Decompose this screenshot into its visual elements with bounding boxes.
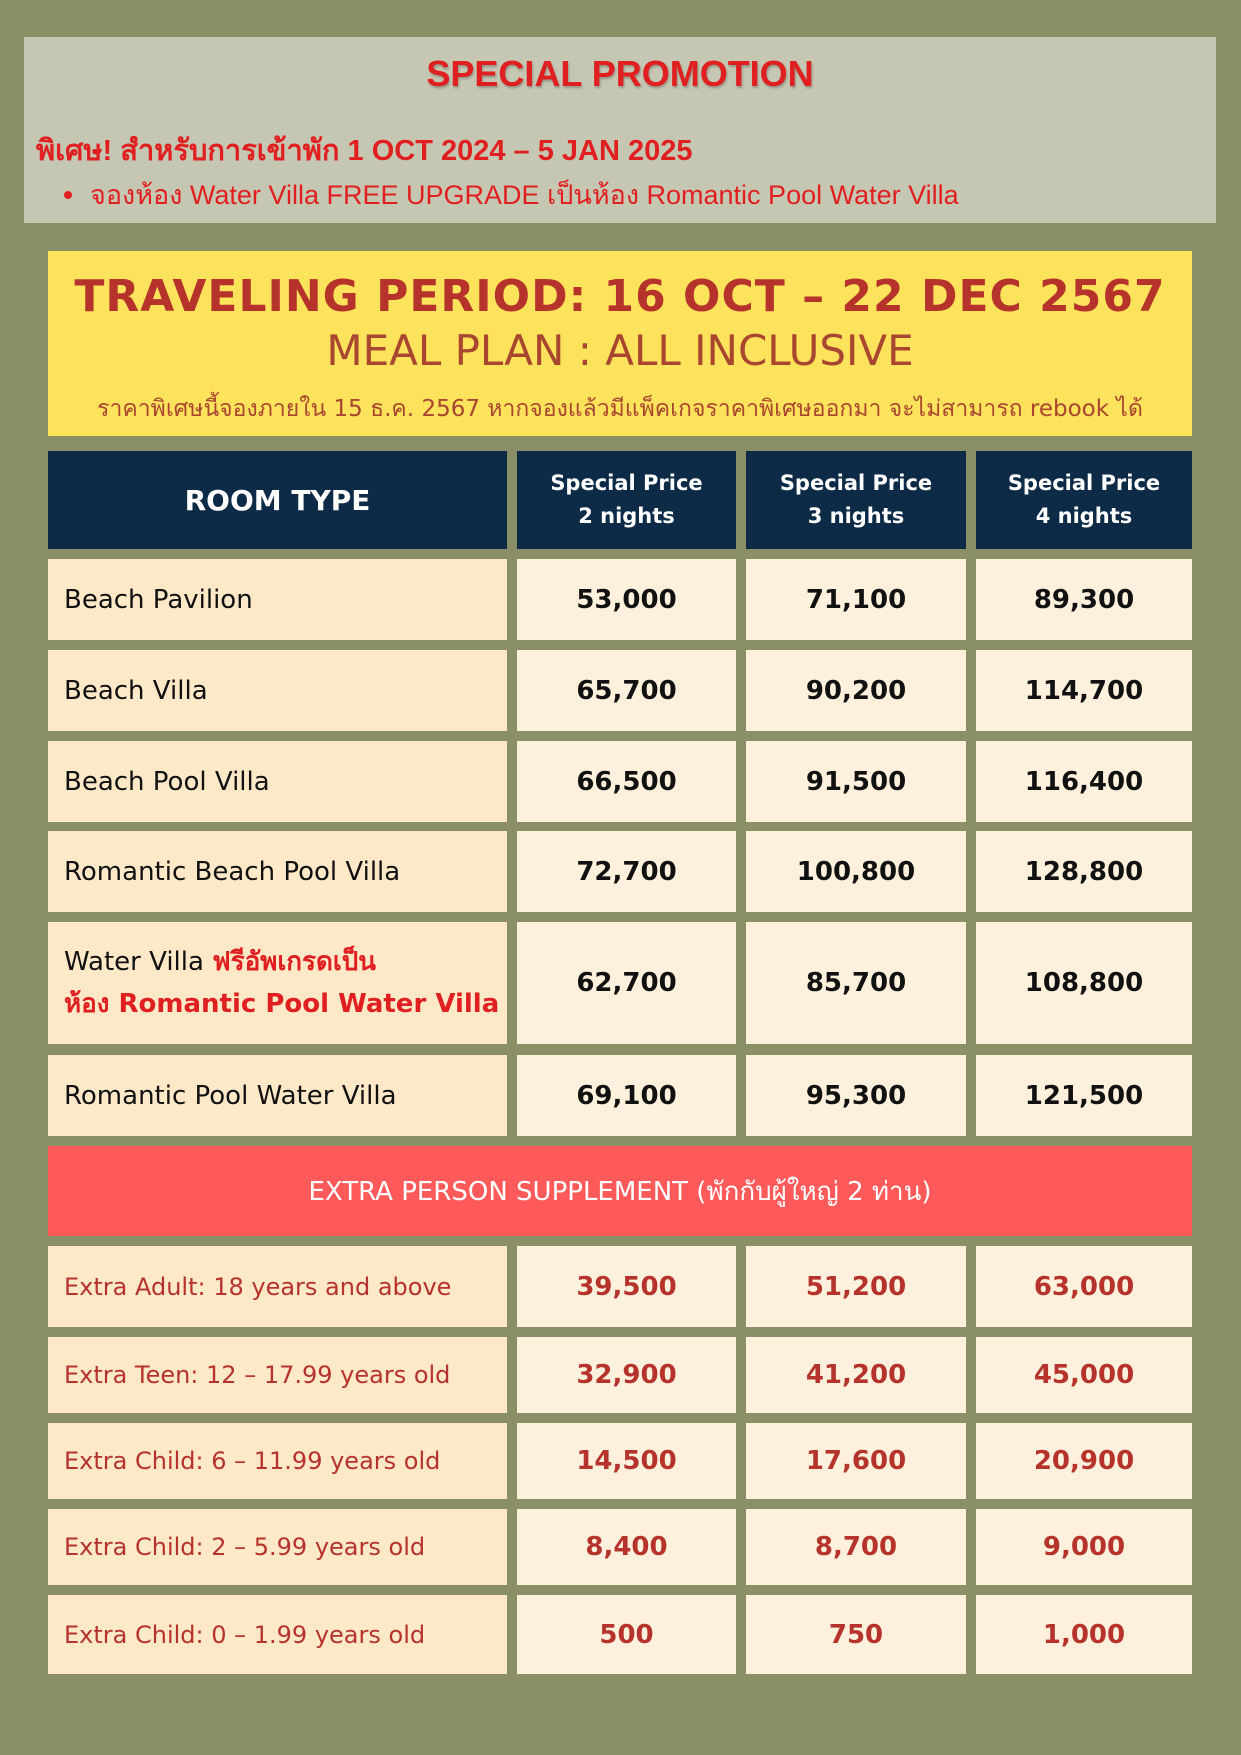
traveling-period-title: TRAVELING PERIOD: 16 OCT – 22 DEC 2567 bbox=[74, 271, 1166, 322]
header-price-2-nights bbox=[517, 451, 736, 549]
price-cell: 53,000 bbox=[517, 559, 736, 640]
extra-price-cell: 9,000 bbox=[976, 1509, 1192, 1585]
extra-price-cell: 750 bbox=[746, 1595, 966, 1674]
extra-person-cell: Extra Child: 2 – 5.99 years old bbox=[48, 1509, 507, 1585]
traveling-period-banner bbox=[48, 251, 1192, 436]
price-cell: 128,800 bbox=[976, 831, 1192, 912]
price-cell: 108,800 bbox=[976, 922, 1192, 1044]
extra-price-cell: 14,500 bbox=[517, 1423, 736, 1499]
room-type-cell bbox=[48, 922, 507, 1044]
bullet-dot-icon bbox=[64, 191, 72, 199]
extra-person-cell: Extra Teen: 12 – 17.99 years old bbox=[48, 1337, 507, 1413]
extra-price-cell: 8,400 bbox=[517, 1509, 736, 1585]
price-cell: 71,100 bbox=[746, 559, 966, 640]
extra-price-cell: 41,200 bbox=[746, 1337, 966, 1413]
extra-price-cell: 20,900 bbox=[976, 1423, 1192, 1499]
header-nights-label: 2 nights bbox=[578, 504, 675, 528]
header-price-label: Special Price bbox=[1007, 471, 1161, 495]
price-cell: 100,800 bbox=[746, 831, 966, 912]
extra-person-supplement-header: EXTRA PERSON SUPPLEMENT (พักกับผู้ใหญ่ 2 ท่าน) bbox=[48, 1146, 1192, 1236]
room-type-cell: Beach Villa bbox=[48, 650, 507, 731]
extra-price-cell: 8,700 bbox=[746, 1509, 966, 1585]
upgrade-highlight: ฟรีอัพเกรดเป็น bbox=[212, 947, 376, 977]
room-type-cell: Romantic Pool Water Villa bbox=[48, 1055, 507, 1136]
header-price-label: Special Price bbox=[779, 471, 933, 495]
header-price-4-nights bbox=[976, 451, 1192, 549]
price-cell: 72,700 bbox=[517, 831, 736, 912]
booking-note: ราคาพิเศษนี้จองภายใน 15 ธ.ค. 2567 หากจองแล้วมีแพ็คเกจราคาพิเศษออกมา จะไม่สามารถ rebook ได้ bbox=[97, 396, 1143, 422]
room-type-line bbox=[64, 941, 376, 983]
extra-price-cell: 17,600 bbox=[746, 1423, 966, 1499]
price-cell: 62,700 bbox=[517, 922, 736, 1044]
upgrade-highlight: ห้อง Romantic Pool Water Villa bbox=[64, 989, 500, 1019]
extra-person-cell: Extra Child: 6 – 11.99 years old bbox=[48, 1423, 507, 1499]
room-type-cell: Beach Pool Villa bbox=[48, 741, 507, 822]
price-cell: 95,300 bbox=[746, 1055, 966, 1136]
extra-person-cell: Extra Child: 0 – 1.99 years old bbox=[48, 1595, 507, 1674]
header-nights-label: 4 nights bbox=[1035, 504, 1133, 528]
room-type-cell: Beach Pavilion bbox=[48, 559, 507, 640]
extra-price-cell: 63,000 bbox=[976, 1246, 1192, 1327]
price-cell: 66,500 bbox=[517, 741, 736, 822]
extra-price-cell: 32,900 bbox=[517, 1337, 736, 1413]
price-cell: 91,500 bbox=[746, 741, 966, 822]
promotion-subtitle: พิเศษ! สำหรับการเข้าพัก 1 OCT 2024 – 5 JAN 2025 bbox=[36, 135, 693, 167]
extra-person-cell: Extra Adult: 18 years and above bbox=[48, 1246, 507, 1327]
header-price-label: Special Price bbox=[550, 471, 703, 495]
extra-price-cell: 45,000 bbox=[976, 1337, 1192, 1413]
extra-price-cell: 500 bbox=[517, 1595, 736, 1674]
promotion-title: SPECIAL PROMOTION bbox=[426, 53, 814, 94]
promotion-bullet-text: จองห้อง Water Villa FREE UPGRADE เป็นห้อง Romantic Pool Water Villa bbox=[90, 180, 959, 210]
price-cell: 114,700 bbox=[976, 650, 1192, 731]
price-cell: 85,700 bbox=[746, 922, 966, 1044]
price-cell: 65,700 bbox=[517, 650, 736, 731]
price-cell: 90,200 bbox=[746, 650, 966, 731]
header-price-3-nights bbox=[746, 451, 966, 549]
room-type-cell: Romantic Beach Pool Villa bbox=[48, 831, 507, 912]
header-nights-label: 3 nights bbox=[807, 504, 905, 528]
extra-price-cell: 39,500 bbox=[517, 1246, 736, 1327]
price-cell: 89,300 bbox=[976, 559, 1192, 640]
price-cell: 69,100 bbox=[517, 1055, 736, 1136]
price-cell: 116,400 bbox=[976, 741, 1192, 822]
price-cell: 121,500 bbox=[976, 1055, 1192, 1136]
room-type-name: Water Villa bbox=[64, 947, 204, 977]
promotion-banner bbox=[24, 37, 1216, 223]
meal-plan: MEAL PLAN : ALL INCLUSIVE bbox=[326, 326, 914, 375]
promotion-bullet bbox=[54, 173, 959, 216]
header-room-type: ROOM TYPE bbox=[48, 451, 507, 549]
extra-price-cell: 1,000 bbox=[976, 1595, 1192, 1674]
extra-price-cell: 51,200 bbox=[746, 1246, 966, 1327]
